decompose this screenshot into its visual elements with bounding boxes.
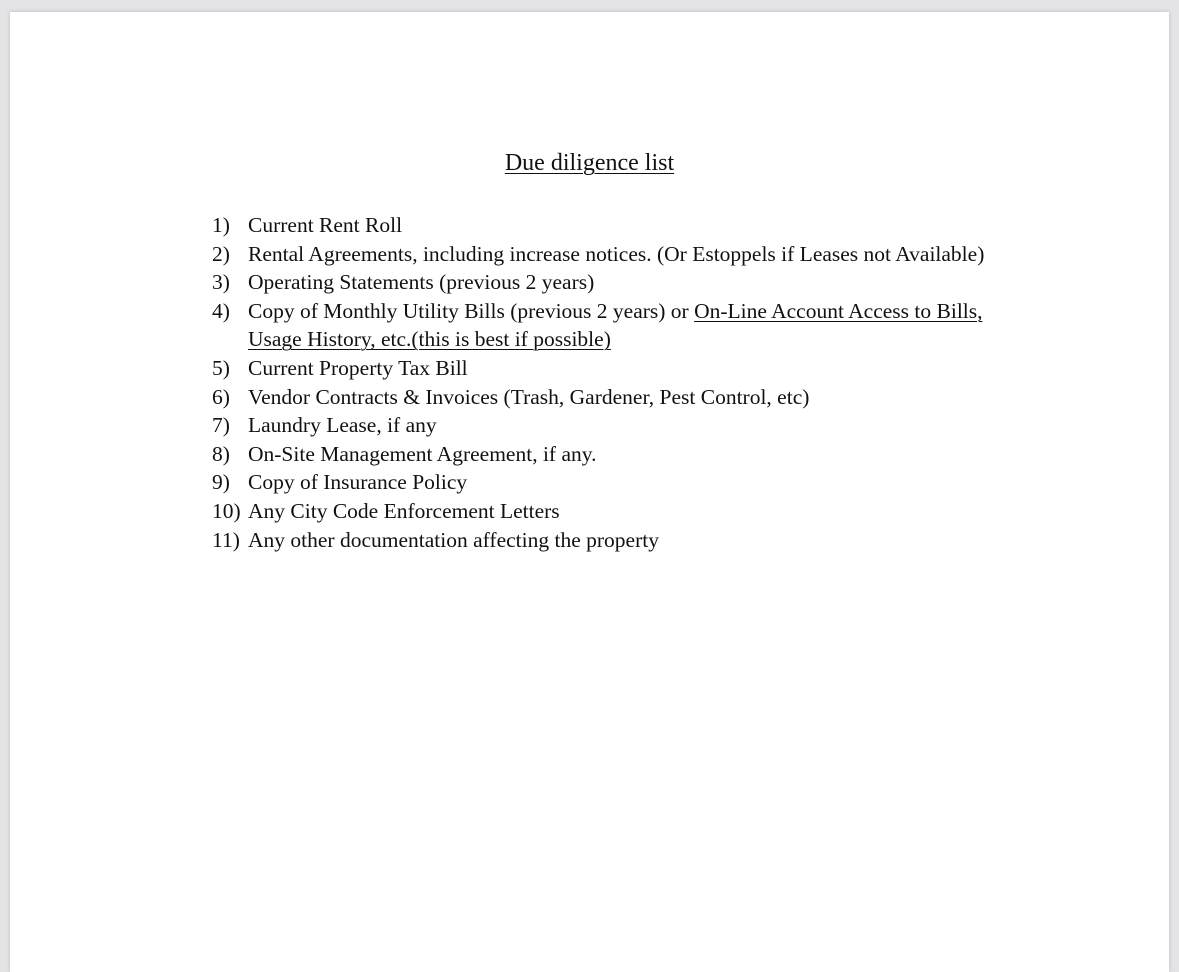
list-item-text: Any other documentation affecting the property	[248, 527, 659, 552]
list-item-number: 7)	[212, 413, 230, 438]
list-item-text: Rental Agreements, including increase notices. (Or Estoppels if Leases not Available)	[248, 241, 985, 266]
document-title-text: Due diligence list	[504, 150, 675, 176]
list-item	[212, 211, 1012, 240]
list-item	[212, 526, 1012, 555]
list-item-text: Copy of Monthly Utility Bills (previous 2 years) or	[248, 298, 695, 323]
document-title	[10, 150, 1169, 177]
list-item-text: Vendor Contracts & Invoices (Trash, Gardener, Pest Control, etc)	[248, 384, 810, 409]
list-item-text: Current Property Tax Bill	[248, 355, 468, 380]
list-item	[212, 297, 1012, 354]
list-item-number: 1)	[212, 213, 230, 237]
list-item	[212, 383, 1012, 412]
list-item	[212, 240, 1012, 269]
list-item-number: 4)	[212, 298, 230, 323]
list-item-text-container	[248, 297, 1012, 354]
list-item	[212, 497, 1012, 526]
due-diligence-list	[212, 211, 1012, 554]
list-item-text: Operating Statements (previous 2 years)	[248, 270, 595, 295]
list-item-text: On-Site Management Agreement, if any.	[248, 441, 597, 466]
list-item-number: 9)	[212, 470, 230, 495]
list-item-underlined-text: On-Line Account Access to Bills, Usage History, etc.(this is best if possible)	[248, 298, 983, 352]
list-item-text: Laundry Lease, if any	[248, 413, 437, 438]
document-page	[10, 12, 1169, 972]
list-item-number: 11)	[212, 527, 240, 552]
list-item	[212, 411, 1012, 440]
list-item-number: 3)	[212, 270, 230, 295]
list-item-number: 8)	[212, 441, 230, 466]
list-item	[212, 440, 1012, 469]
list-item-number: 2)	[212, 241, 230, 266]
list-item-number: 10)	[212, 498, 241, 523]
list-item-text: Any City Code Enforcement Letters	[248, 498, 560, 523]
list-item-text: Current Rent Roll	[248, 213, 403, 237]
list-item-number: 6)	[212, 384, 230, 409]
list-item	[212, 268, 1012, 297]
list-item	[212, 354, 1012, 383]
list-item-number: 5)	[212, 355, 230, 380]
list-item-text: Copy of Insurance Policy	[248, 470, 468, 495]
list-item	[212, 468, 1012, 497]
